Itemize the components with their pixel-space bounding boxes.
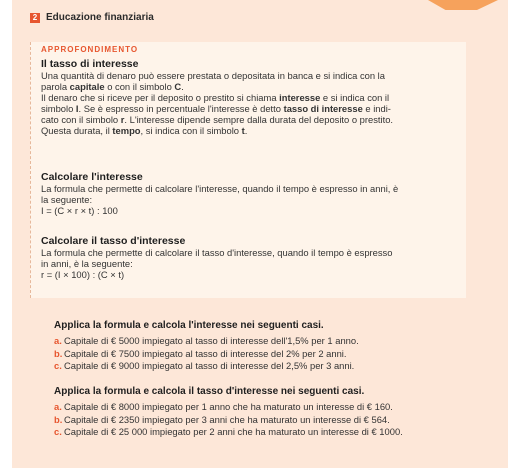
chapter-header xyxy=(30,12,154,23)
exercise-list xyxy=(54,335,474,373)
exercise-list xyxy=(54,401,474,439)
section-calcolare-interesse xyxy=(41,171,461,216)
section-title: Calcolare il tasso d'interesse xyxy=(41,235,186,247)
exercise-title: Applica la formula e calcola il tasso d'interesse nei seguenti casi. xyxy=(54,386,365,397)
chapter-number-badge: 2 xyxy=(30,13,40,23)
paragraph-line: Il denaro che si riceve per il deposito o prestito si chiama interesse e si indica con il xyxy=(41,92,390,103)
section-title: Il tasso di interesse xyxy=(41,58,139,70)
section-tasso-interesse xyxy=(41,58,461,136)
list-item: b. Capitale di € 2350 impiegato per 3 anni che ha maturato un interesse di € 564. xyxy=(54,413,390,425)
chapter-title: Educazione finanziaria xyxy=(46,12,154,23)
box-label: APPROFONDIMENTO xyxy=(41,45,139,54)
paragraph-line: la seguente: xyxy=(41,194,93,205)
exercise-interesse xyxy=(54,320,474,373)
paragraph-line: parola capitale o con il simbolo C. xyxy=(41,81,184,92)
list-item: c. Capitale di € 25 000 impiegato per 2 anni che ha maturato un interesse di € 1000. xyxy=(54,426,403,437)
formula-tasso: r = (I × 100) : (C × t) xyxy=(41,269,125,280)
paragraph-line: Questa durata, il tempo, si indica con il simbolo t. xyxy=(41,125,248,136)
paragraph-line: La formula che permette di calcolare il tasso d'interesse, quando il tempo è espresso xyxy=(41,247,393,258)
paragraph-line: La formula che permette di calcolare l'interesse, quando il tempo è espresso in anni, è xyxy=(41,183,399,194)
approfondimento-box xyxy=(30,42,466,298)
paragraph-line: in anni, è la seguente: xyxy=(41,258,133,269)
list-item: a. Capitale di € 8000 impiegato per 1 anno che ha maturato un interesse di € 160. xyxy=(54,401,393,412)
list-item: c. Capitale di € 9000 impiegato al tasso di interesse del 2,5% per 3 anni. xyxy=(54,360,355,371)
exercise-title: Applica la formula e calcola l'interesse nei seguenti casi. xyxy=(54,320,324,331)
section-title: Calcolare l'interesse xyxy=(41,171,143,183)
paragraph-line: simbolo I. Se è espresso in percentuale l'interesse è detto tasso di interesse e indi- xyxy=(41,103,391,114)
section-calcolare-tasso xyxy=(41,235,461,280)
list-item: a. Capitale di € 5000 impiegato al tasso di interesse dell'1,5% per 1 anno. xyxy=(54,335,359,346)
exercise-tasso xyxy=(54,386,474,439)
formula-interesse: I = (C × r × t) : 100 xyxy=(41,205,118,216)
paragraph-line: cato con il simbolo r. L'interesse dipende sempre dalla durata del deposito o prestito. xyxy=(41,114,394,125)
list-item: b. Capitale di € 7500 impiegato al tasso di interesse del 2% per 2 anni. xyxy=(54,347,347,359)
paragraph-line: Una quantità di denaro può essere prestata o depositata in banca e si indica con la xyxy=(41,70,385,81)
